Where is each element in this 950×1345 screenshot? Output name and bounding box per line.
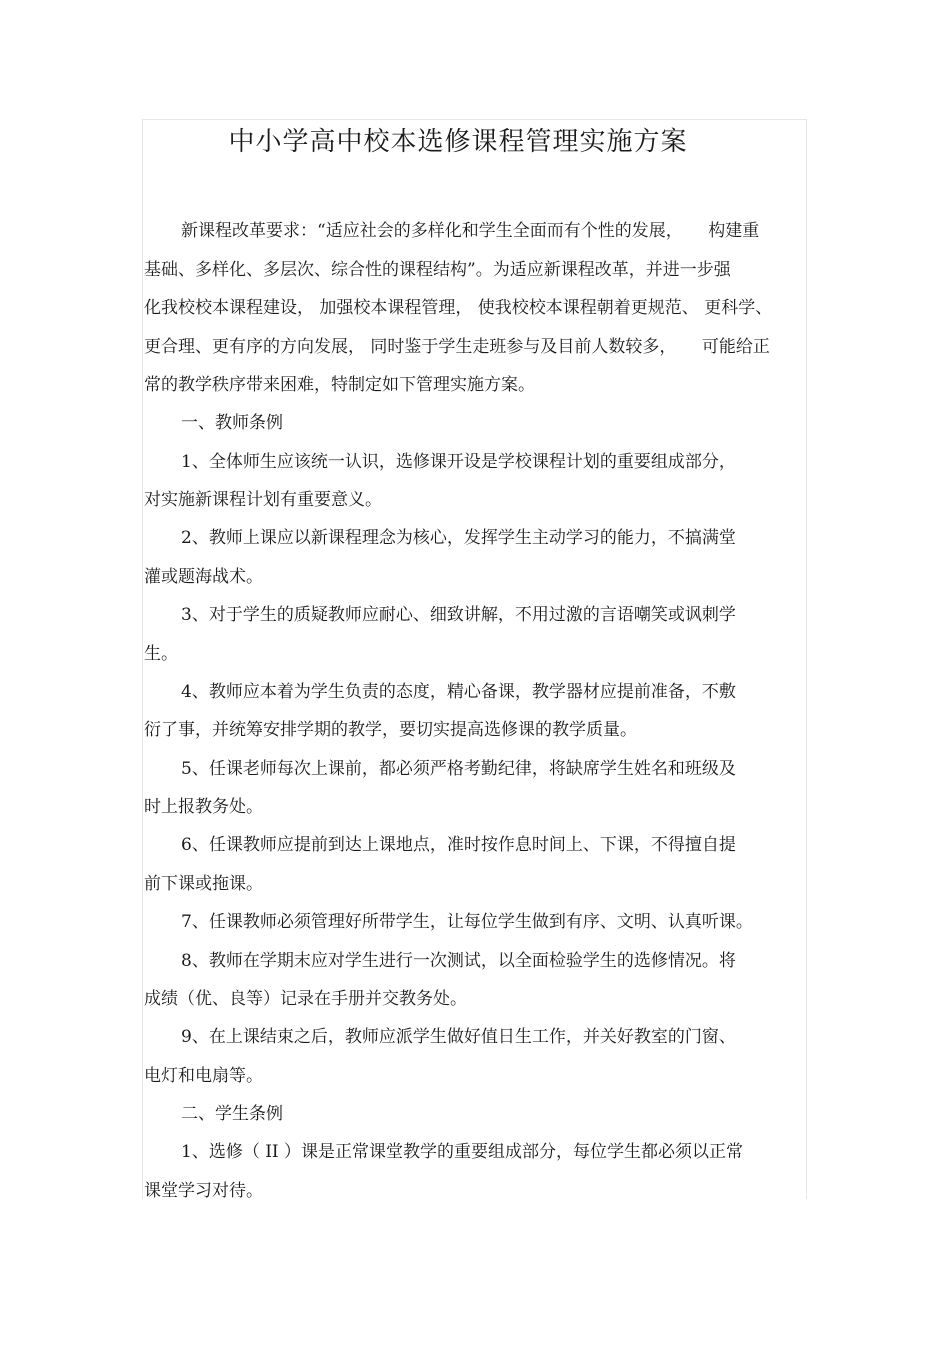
intro-line-3: 化我校校本课程建设， 加强校本课程管理， 使我校校本课程朝着更规范、 更科学、 — [144, 298, 773, 318]
teacher-rule-5-line-2: 时上报教务处。 — [144, 797, 263, 817]
teacher-rule-7-line-1: 7、任课教师必须管理好所带学生，让每位学生做到有序、文明、认真听课。 — [181, 912, 753, 932]
teacher-rule-1-line-2: 对实施新课程计划有重要意义。 — [144, 490, 382, 510]
teacher-rule-2-line-1: 2、教师上课应以新课程理念为核心，发挥学生主动学习的能力，不搞满堂 — [181, 528, 736, 548]
section-heading-student: 二、学生条例 — [181, 1104, 283, 1124]
teacher-rule-5-line-1: 5、任课老师每次上课前，都必须严格考勤纪律，将缺席学生姓名和班级及 — [181, 759, 736, 779]
intro-line-1: 新课程改革要求：“适应社会的多样化和学生全面而有个性的发展， 构建重 — [181, 221, 760, 241]
intro-line-2: 基础、多样化、多层次、综合性的课程结构”。为适应新课程改革，并进一步强 — [144, 260, 731, 280]
teacher-rule-3-line-2: 生。 — [144, 644, 178, 664]
section-heading-teacher: 一、教师条例 — [181, 413, 283, 433]
document-title: 中小学高中校本选修课程管理实施方案 — [228, 127, 688, 157]
student-rule-1-line-2: 课堂学习对待。 — [144, 1181, 263, 1201]
intro-line-4: 更合理、更有序的方向发展， 同时鉴于学生走班参与及目前人数较多， 可能给正 — [144, 337, 770, 357]
teacher-rule-4-line-2: 衍了事，并统筹安排学期的教学，要切实提高选修课的教学质量。 — [144, 720, 637, 740]
student-rule-1-line-1: 1、选修（ II ）课是正常课堂教学的重要组成部分，每位学生都必须以正常 — [181, 1142, 744, 1162]
teacher-rule-6-line-1: 6、任课教师应提前到达上课地点，准时按作息时间上、下课，不得擅自提 — [181, 835, 736, 855]
teacher-rule-2-line-2: 灌或题海战术。 — [144, 567, 263, 587]
teacher-rule-4-line-1: 4、教师应本着为学生负责的态度，精心备课，教学器材应提前准备，不敷 — [181, 682, 736, 702]
teacher-rule-9-line-1: 9、在上课结束之后，教师应派学生做好值日生工作，并关好教室的门窗、 — [181, 1027, 736, 1047]
teacher-rule-1-line-1: 1、全体师生应该统一认识，选修课开设是学校课程计划的重要组成部分， — [181, 452, 736, 472]
teacher-rule-6-line-2: 前下课或拖课。 — [144, 874, 263, 894]
intro-line-5: 常的教学秩序带来困难，特制定如下管理实施方案。 — [144, 375, 535, 395]
teacher-rule-9-line-2: 电灯和电扇等。 — [144, 1066, 263, 1086]
teacher-rule-8-line-1: 8、教师在学期末应对学生进行一次测试，以全面检验学生的选修情况。将 — [181, 951, 736, 971]
teacher-rule-3-line-1: 3、对于学生的质疑教师应耐心、细致讲解，不用过激的言语嘲笑或讽刺学 — [181, 605, 736, 625]
teacher-rule-8-line-2: 成绩（优、良等）记录在手册并交教务处。 — [144, 989, 467, 1009]
